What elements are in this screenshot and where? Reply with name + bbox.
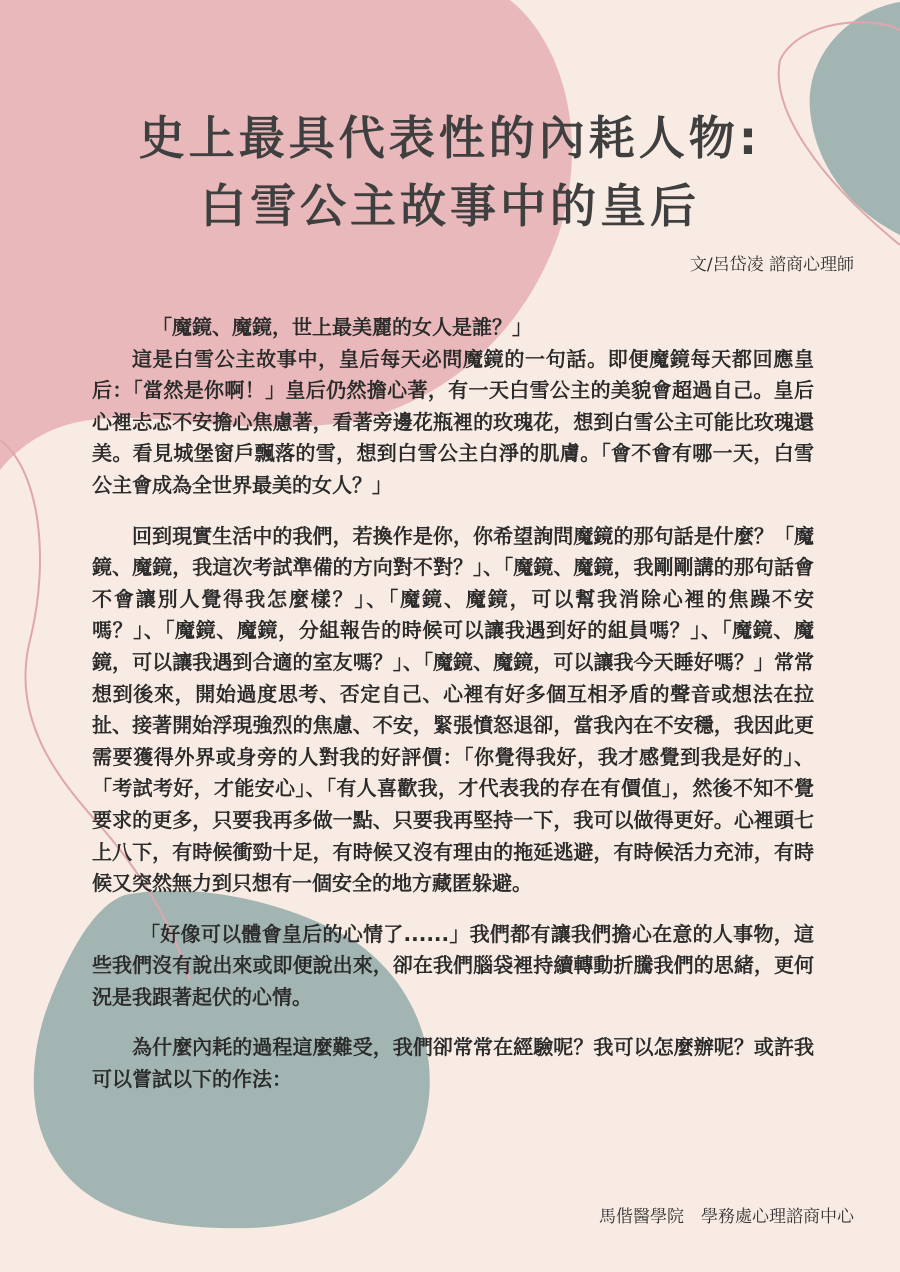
footer-organization: 馬偕醫學院 學務處心理諮商中心 bbox=[599, 1207, 854, 1227]
page-title-line-1: 史上最具代表性的內耗人物: bbox=[138, 111, 762, 165]
page-title-line-2: 白雪公主故事中的皇后 bbox=[200, 179, 700, 233]
author-byline: 文/呂岱凌 諮商心理師 bbox=[689, 255, 854, 275]
opening-quote: 「魔鏡、魔鏡，世上最美麗的女人是誰？」 bbox=[152, 315, 532, 339]
paragraph-3: 「好像可以體會皇后的心情了......」我們都有讓我們擔心在意的人事物，這些我們沒有說出來或即便說出來，卻在我們腦袋裡持續轉動折騰我們的思緒，更何況是我跟著起伏的心情。 bbox=[92, 921, 814, 1009]
paragraph-4: 為什麼內耗的過程這麼難受，我們卻常常在經驗呢？我可以怎麼辦呢？或許我可以嘗試以下的作法： bbox=[92, 1035, 814, 1092]
paragraph-2: 回到現實生活中的我們，若換作是你，你希望詢問魔鏡的那句話是什麼？「魔鏡、魔鏡，我這次考試準備的方向對不對？」、「魔鏡、魔鏡，我剛剛講的那句話會不會讓別人覺得我怎麼樣？」、「魔鏡、魔鏡，可以幫我消除心裡的焦躁不安嗎？」、「魔鏡、魔鏡，分組報告的時候可以讓我遇到好的組員嗎？」、「魔鏡、魔鏡，可以讓我遇到合適的室友嗎？」、「魔鏡、魔鏡，可以讓我今天睡好嗎？」常常想到後來，開始過度思考、否定自己、心裡有好多個互相矛盾的聲音或想法在拉扯、接著開始浮現強烈的焦慮、不安，緊張憤怒退卻，當我內在不安穩，我因此更需要獲得外界或身旁的人對我的好評價：「你覺得我好，我才感覺到我是好的」、「考試考好，才能安心」、「有人喜歡我，才代表我的存在有價值」，然後不知不覺要求的更多，只要我再多做一點、只要我再堅持一下，我可以做得更好。心裡頭七上八下，有時候衝勁十足，有時候又沒有理由的拖延逃避，有時候活力充沛，有時候又突然無力到只想有一個安全的地方藏匿躲避。 bbox=[92, 523, 814, 896]
paragraph-1: 這是白雪公主故事中，皇后每天必問魔鏡的一句話。即便魔鏡每天都回應皇后：「當然是你啊！」皇后仍然擔心著，有一天白雪公主的美貌會超過自己。皇后心裡忐忑不安擔心焦慮著，看著旁邊花瓶裡的玫瑰花，想到白雪公主可能比玫瑰還美。看見城堡窗戶飄落的雪，想到白雪公主白淨的肌膚。「會不會有哪一天，白雪公主會成為全世界最美的女人？」 bbox=[92, 346, 814, 497]
article-body bbox=[92, 312, 814, 1096]
